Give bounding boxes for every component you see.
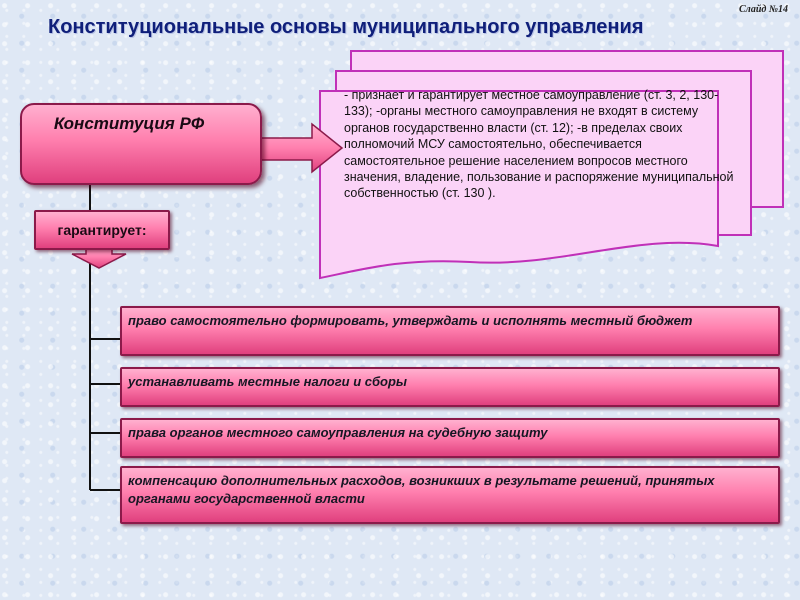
slide-title: Конституциональные основы муниципального управления: [48, 16, 644, 38]
guarantee-item: право самостоятельно формировать, утверждать и исполнять местный бюджет: [120, 306, 780, 356]
guarantee-item: компенсацию дополнительных расходов, возникших в результате решений, принятых органами государственной власти: [120, 466, 780, 524]
constitution-label: Конституция РФ: [53, 114, 205, 133]
guarantee-item: права органов местного самоуправления на судебную защиту: [120, 418, 780, 458]
paper-note-text: - признает и гарантирует местное самоуправление (ст. 3, 2, 130-133); -органы местного самоуправления не входят в систему органов государственно власти (ст. 12); -в пределах своих полномочий МСУ самостоятельно, обеспечивается самостоятельное решение населением вопросов местного значения, владение, пользование и распоряжение муниципальной собственностью (ст. 130 ).: [344, 88, 734, 201]
guarantee-item: устанавливать местные налоги и сборы: [120, 367, 780, 407]
constitution-box: [20, 103, 262, 185]
guarantees-box: [34, 210, 170, 250]
slide-number: Слайд №14: [739, 4, 788, 15]
guarantees-label: гарантирует:: [57, 222, 147, 238]
